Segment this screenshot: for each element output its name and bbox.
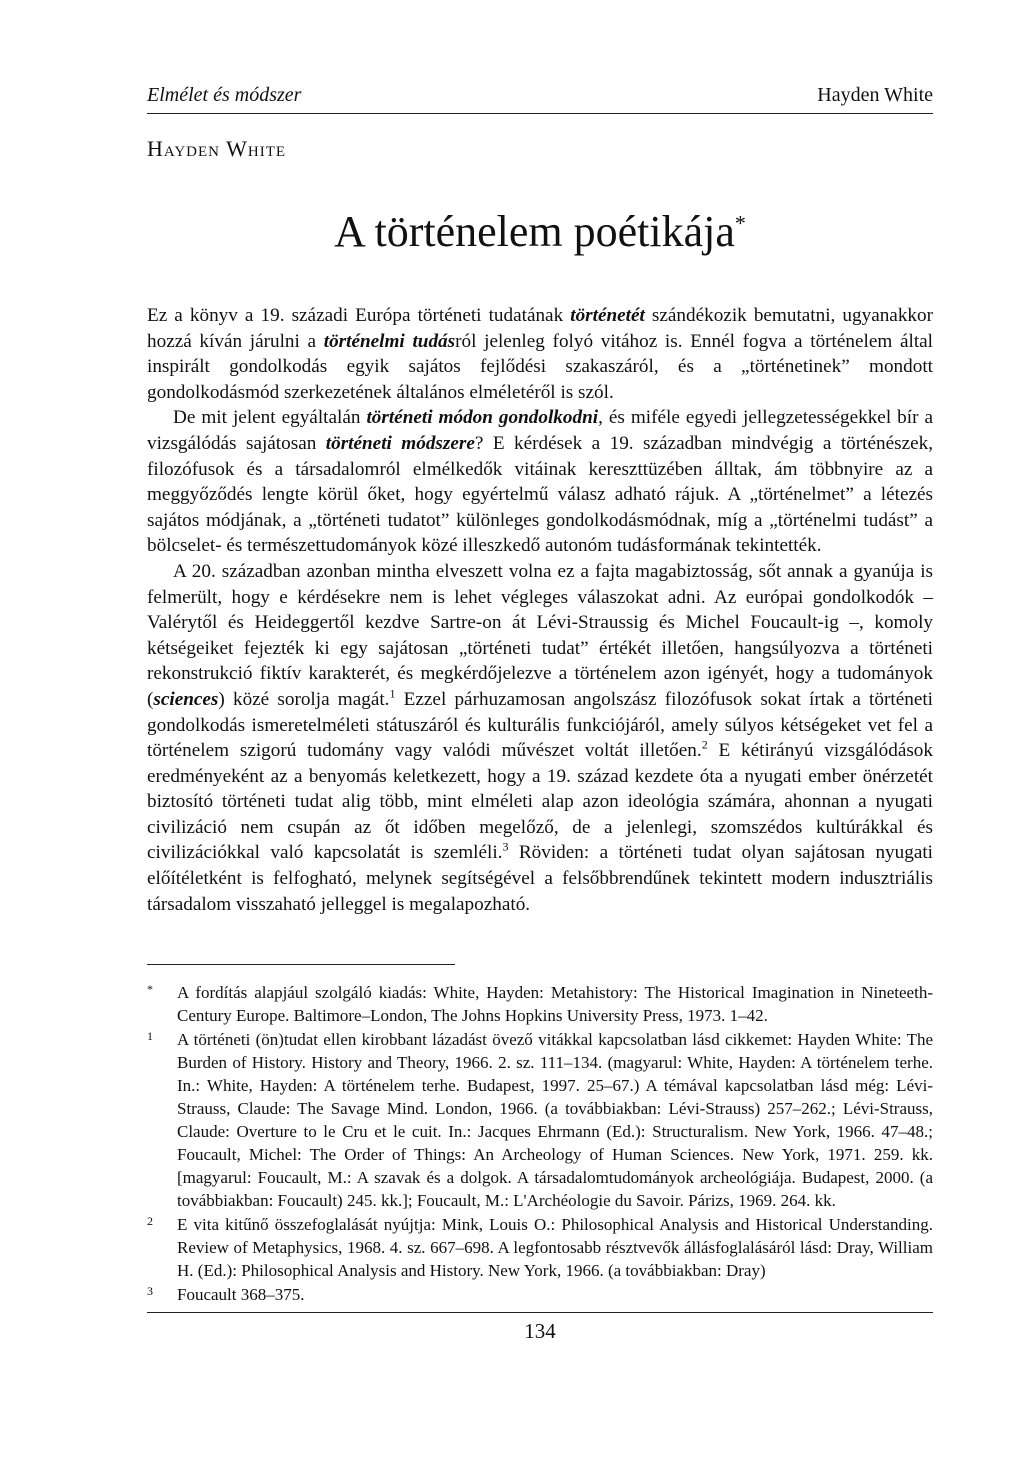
footnote-mark: 1 [147,1029,153,1044]
footnote-reference: 2 [701,737,708,752]
article-author: Hayden White [147,136,287,161]
emphasized-text: történeti módszere [325,432,475,454]
emphasized-text: történeti módon gondolkodni [366,407,599,429]
body-paragraph [147,559,933,917]
running-author: Hayden White [817,84,933,106]
journal-section-title: Elmélet és módszer [147,84,302,106]
footnote [147,1028,933,1212]
footnote-mark: 2 [147,1214,153,1229]
footnote [147,981,933,1027]
text-run: E kétirányú vizsgálódások eredményeként az a benyomás keletkezett, hogy a 19. század kezdete óta a nyugati ember önérzetét biztosító történeti tudat alig több, mint elméleti alap azon ideológia számára, ahonnan a nyugati civilizáció nem csupán az őt időben megelőző, de a jelenlegi, szomszédos kultúrákkal és civilizációkkal való kapcsolatát is szemléli. [147,740,933,864]
emphasized-text: sciences [153,688,219,710]
footnote [147,1283,933,1306]
text-run: Röviden: a történeti tudat olyan sajátosan nyugati előítéletként is felfogható, melynek segítségével a felsőbbrendűnek tekintett modern indusztriális társadalom visszaható jelleggel is megalapozható. [147,842,933,915]
footnote-text: A fordítás alapjául szolgáló kiadás: White, Hayden: Metahistory: The Historical Imagination in Nineteeth-Century Europe. Baltimore–London, The Johns Hopkins University Press, 1973. 1–42. [177,983,933,1026]
text-run: De mit jelent egyáltalán [173,407,367,429]
body-paragraph [147,303,933,405]
text-run: ? E kérdések a 19. században mindvégig a történészek, filozófusok és a társadalomról elmélkedők vitáinak kereszttüzében álltak, ám többnyire az a meggyőződés lengte körül őket, hogy egyértelmű válasz adható rájuk. A „történelmet” a létezés sajátos módjának, a „történeti tudatot” különleges gondolkodásmódnak, míg a „történelmi tudást” a bölcselet- és természettudományok közé illeszkedő autonóm tudásformának tekintették. [147,432,933,557]
text-run: ) közé sorolja magát. [218,688,390,710]
text-run: , és miféle egyedi jellegzetességekkel bír a vizsgálódás sajátosan [147,407,933,454]
footnote-reference: 1 [389,686,396,701]
footnote-text: E vita kitűnő összefoglalását nyújtja: Mink, Louis O.: Philosophical Analysis and Historical Understanding. Review of Metaphysics, 1968. 4. sz. 667–698. A legfontosabb résztvevők állásfoglalásáról lásd: Dray, William H. (Ed.): Philosophical Analysis and History. New York, 1966. (a továbbiakban: Dray) [177,1215,933,1281]
page-number: 134 [524,1319,556,1344]
footer-rule [147,1312,933,1313]
emphasized-text: történelmi tudás [323,330,456,352]
journal-page [147,84,933,1344]
emphasized-text: történetét [570,305,645,326]
footnote-reference: 3 [502,840,509,855]
article-body [147,303,933,917]
text-run: Ezzel párhuzamosan angolszász filozófusok sokat írtak a történeti gondolkodás ismeretelméleti státuszáról és kulturális funkciójáról, amely súlyos kétségeket vet fel a történelem szigorú tudomány vagy valódi művészet voltát illetően. [147,688,933,762]
article-title-text: A történelem poétikája [334,207,735,256]
running-header [147,84,933,114]
footnote-mark: 3 [147,1284,153,1299]
text-run: Ez a könyv a 19. századi Európa történeti tudatának [147,305,571,326]
text-run: ról jelenleg folyó vitához is. Ennél fogva a történelem által inspirált gondolkodás egyik sajátos fejlődési szakaszáról, és a „történetinek” mondott gondolkodásmód szerkezetének általános elméletéről is szól. [147,330,934,403]
footnotes [147,981,933,1306]
text-run: A 20. században azonban mintha elveszett volna ez a fajta magabiztosság, sőt annak a gyanúja is felmerült, hogy e kérdésekre nem is lehet végleges válaszokat adni. Az európai gondolkodók – Valérytől és Heideggertől kezdve Sartre-on át Lévi-Straussig és Michel Foucault-ig –, komoly kétségeiket fejezték ki egy sajátosan „történeti tudat” értékét illetően, hangsúlyozva a történeti rekonstrukció fiktív karakterét, és megkérdőjelezve a történelem azon igényét, hogy a tudományok ( [147,560,933,710]
footnote-text: Foucault 368–375. [177,1285,305,1305]
footnote [147,1213,933,1282]
title-footnote-mark: * [734,210,746,236]
footnote-separator [147,964,455,965]
text-run: szándékozik bemutatni, ugyanakkor hozzá kíván járulni a [147,305,933,352]
footnote-text: A történeti (ön)tudat ellen kirobbant lázadást övező vitákkal kapcsolatban lásd cikkemet: Hayden White: The Burden of History. History and Theory, 1966. 2. sz. 111–134. (magyarul: White, Hayden: A történelem terhe. In.: White, Hayden: A történelem terhe. Budapest, 1997. 25–67.) A témával kapcsolatban lásd még: Lévi-Strauss, Claude: The Savage Mind. London, 1966. (a továbbiakban: Lévi-Strauss) 257–262.; Lévi-Strauss, Claude: Overture to le Cru et le cuit. In.: Jacques Ehrmann (Ed.): Structuralism. New York, 1966. 47–48.; Foucault, Michel: The Order of Things: An Archeology of Human Sciences. New York, 1971. 259. kk. [magyarul: Foucault, M.: A szavak és a dolgok. A társadalomtudományok archeológiája. Budapest, 2000. (a továbbiakban: Foucault) 245. kk.]; Foucault, M.: L'Archéologie du Savoir. Párizs, 1969. 264. kk. [177,1030,933,1211]
article-title [147,206,933,257]
footnote-mark: * [147,982,153,997]
body-paragraph [147,405,933,559]
